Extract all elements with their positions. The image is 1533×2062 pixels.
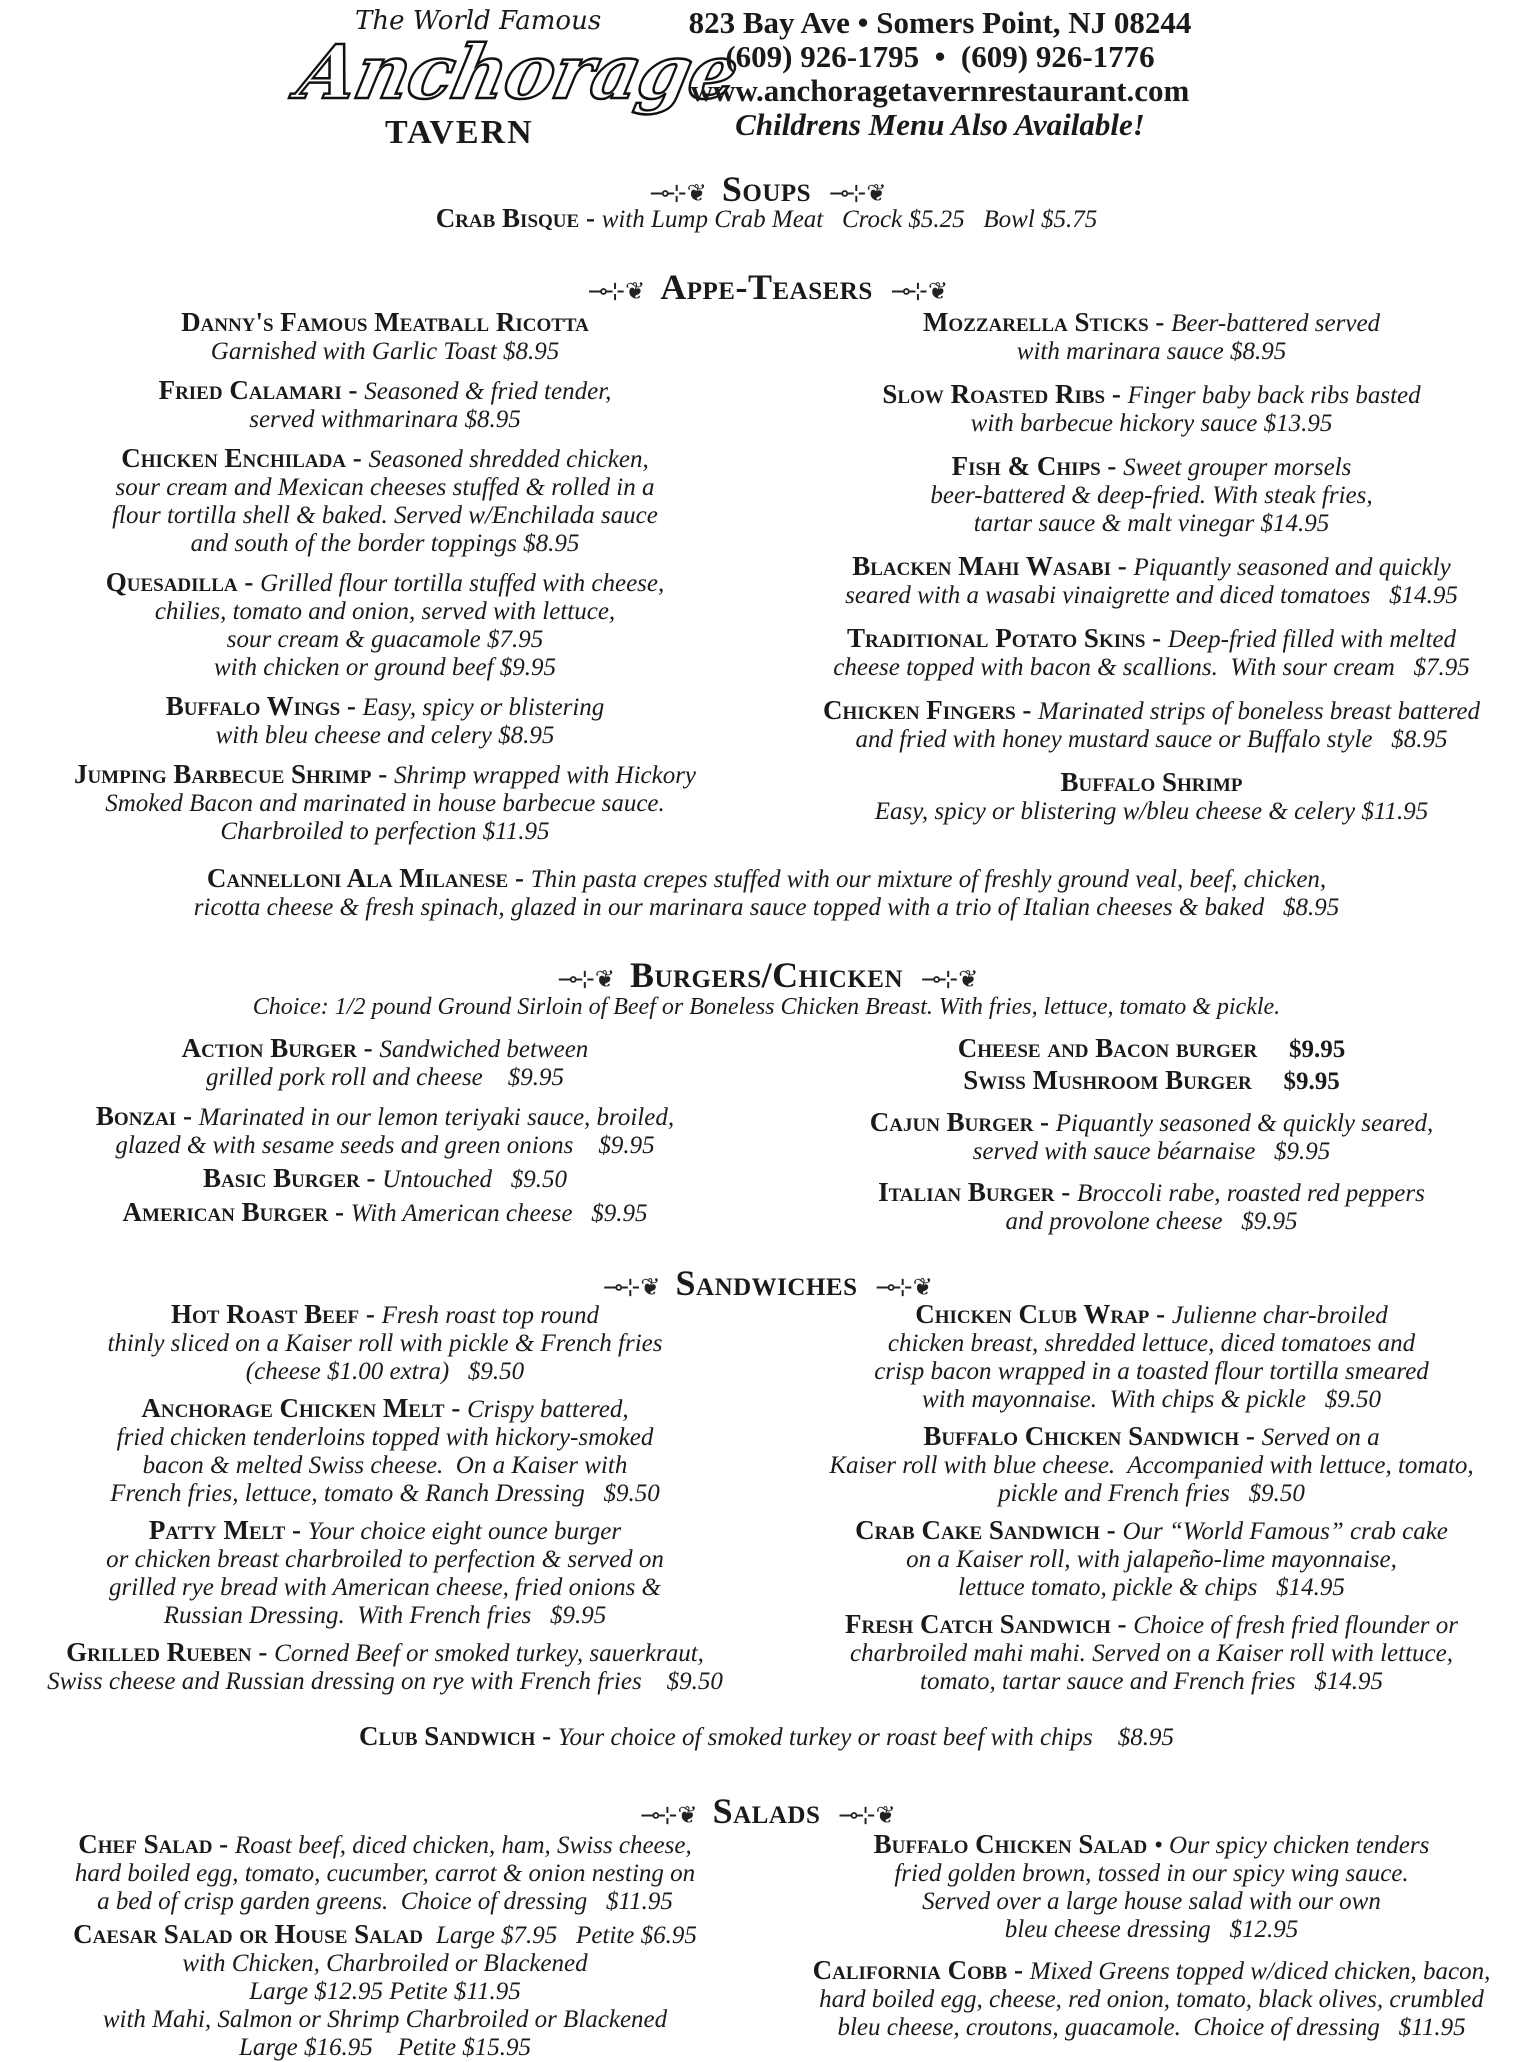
ornament-right-icon: ⊸⊹ ❦ [829,181,884,207]
sandwiches-right-column [770,1300,1533,1696]
menu-item: Chef Salad - Roast beef, diced chicken, ham, Swiss cheese, hard boiled egg, tomato, cucumber, carrot & onion nesting on a bed of crisp garden greens. Choice of dressing $11.95 [74,1829,696,1915]
menu-item: Buffalo Shrimp Easy, spicy or blistering w/bleu cheese & celery $11.95 [874,767,1429,825]
appetizers-heading [0,266,1533,308]
menu-item: Chicken Enchilada - Seasoned shredded chicken, sour cream and Mexican cheeses stuffed & rolled in a flour tortilla shell & baked. Served w/Enchilada sauce and south of the border toppings $8.95 [112,443,658,557]
menu-item: Crab Cake Sandwich - Our “World Famous” crab cake on a Kaiser roll, with jalapeño-lime mayonnaise, lettuce tomato, pickle & chips $14.95 [855,1515,1448,1601]
sandwiches-left-column [0,1300,770,1696]
salads-title: Salads [712,1791,821,1831]
salads-heading [0,1790,1533,1832]
menu-item: Action Burger - Sandwiched between grilled pork roll and cheese $9.95 [181,1033,589,1091]
menu-item: Chicken Club Wrap - Julienne char-broiled chicken breast, shredded lettuce, diced tomatoes and crisp bacon wrapped in a toasted flour tortilla smeared with mayonnaise. With chips & pickle $9.50 [874,1299,1429,1413]
menu-item: Patty Melt - Your choice eight ounce burger or chicken breast charbroiled to perfection & served on grilled rye bread with American cheese, fried onions & Russian Dressing. With French fries $9.95 [106,1515,664,1629]
ornament-left-icon: ⊸⊹ ❦ [603,1275,658,1301]
menu-item: Chicken Fingers - Marinated strips of boneless breast battered and fried with honey mustard sauce or Buffalo style $8.95 [822,695,1481,753]
menu-item: Jumping Barbecue Shrimp - Shrimp wrapped with Hickory Smoked Bacon and marinated in house barbecue sauce. Charbroiled to perfection $11.95 [73,759,697,845]
menu-item: Mozzarella Sticks - Beer-battered served with marinara sauce $8.95 [922,307,1381,365]
menu-item: Anchorage Chicken Melt - Crispy battered, fried chicken tenderloins topped with hickory-smoked bacon & melted Swiss cheese. On a Kaiser with French fries, lettuce, tomato & Ranch Dressing $9.50 [110,1393,660,1507]
ornament-left-icon: ⊸⊹ ❦ [649,181,704,207]
soups-title: Soups [721,169,812,209]
sandwiches-heading [0,1262,1533,1304]
menu-item: American Burger - With American cheese $9.95 [122,1197,648,1227]
sandwiches-title: Sandwiches [675,1263,858,1303]
salads-right-column [770,1830,1533,2042]
menu-item: Traditional Potato Skins - Deep-fried filled with melted cheese topped with bacon & scallions. With sour cream $7.95 [833,623,1470,681]
appetizers-right-column [770,308,1533,826]
salads-left-column [0,1830,770,2062]
burgers-right-column [770,1034,1533,1236]
menu-item: Fish & Chips - Sweet grouper morsels beer-battered & deep-fried. With steak fries, tartar sauce & malt vinegar $14.95 [930,451,1373,537]
header-info [660,6,1220,142]
menu-item: Caesar Salad or House Salad Large $7.95 Petite $6.95 with Chicken, Charbroiled or Blackened Large $12.95 Petite $11.95 with Mahi, Salmon or Shrimp Charbroiled or Blackened Large $16.95 Petite $15.95 [73,1919,697,2061]
address: 823 Bay Ave • Somers Point, NJ 08244 [688,5,1192,40]
logo-name: Anchorage [290,30,746,116]
phone-numbers: (609) 926-1795 • (609) 926-1776 [725,39,1155,74]
menu-item: Buffalo Wings - Easy, spicy or blistering with bleu cheese and celery $8.95 [165,691,605,749]
burgers-heading [0,954,1533,996]
soup-name: Crab Bisque - [435,203,602,233]
logo [290,2,746,162]
menu-item: Basic Burger - Untouched $9.50 [203,1163,567,1193]
burgers-left-column [0,1034,770,1228]
menu-item: Fried Calamari - Seasoned & fried tender, served withmarinara $8.95 [158,375,612,433]
menu-item: Slow Roasted Ribs - Finger baby back ribs basted with barbecue hickory sauce $13.95 [882,379,1421,437]
logo-subtitle: TAVERN [385,114,534,151]
menu-item-full-width: Club Sandwich - Your choice of smoked turkey or roast beef with chips $8.95 [358,1721,1175,1751]
appetizers-title: Appe-Teasers [660,267,873,307]
soup-desc: with Lump Crab Meat Crock $5.25 Bowl $5.75 [601,206,1098,233]
menu-item: California Cobb - Mixed Greens topped w/diced chicken, bacon, hard boiled egg, cheese, red onion, tomato, black olives, crumbled bleu cheese, croutons, guacamole. Choice of dressing $11.95 [812,1955,1491,2041]
ornament-left-icon: ⊸⊹ ❦ [587,279,643,305]
burgers-title: Burgers/Chicken [629,955,904,995]
ornament-left-icon: ⊸⊹ ❦ [557,967,612,993]
menu-item: Hot Roast Beef - Fresh roast top round thinly sliced on a Kaiser roll with pickle & French fries (cheese $1.00 extra) $9.50 [107,1299,663,1385]
ornament-right-icon: ⊸⊹ ❦ [838,1803,893,1829]
childrens-menu-note: Childrens Menu Also Available! [735,107,1145,142]
menu-item-full-width: Cannelloni Ala Milanese - Thin pasta crepes stuffed with our mixture of freshly ground veal, beef, chicken, ricotta cheese & fresh spinach, glazed in our marinara sauce topped with a trio of Italian cheeses & baked $8.95 [193,863,1340,921]
ornament-right-icon: ⊸⊹ ❦ [921,967,976,993]
menu-item: Fresh Catch Sandwich - Choice of fresh fried flounder or charbroiled mahi mahi. Served on a Kaiser roll with lettuce, tomato, tartar sauce and French fries $14.95 [844,1609,1459,1695]
logo-tagline: The World Famous [355,6,602,36]
menu-item: Buffalo Chicken Sandwich - Served on a Kaiser roll with blue cheese. Accompanied with lettuce, tomato, pickle and French fries $9.50 [829,1421,1474,1507]
ornament-left-icon: ⊸⊹ ❦ [640,1803,695,1829]
menu-item: Buffalo Chicken Salad • Our spicy chicken tenders fried golden brown, tossed in our spicy wing sauce. Served over a large house salad with our own bleu cheese dressing $12.95 [873,1829,1430,1943]
menu-item: Swiss Mushroom Burger $9.95 [963,1065,1340,1095]
menu-item: Bonzai - Marinated in our lemon teriyaki sauce, broiled, glazed & with sesame seeds and green onions $9.95 [95,1101,675,1159]
menu-item: Danny's Famous Meatball Ricotta Garnished with Garlic Toast $8.95 [181,307,589,365]
ornament-right-icon: ⊸⊹ ❦ [890,279,946,305]
website-link[interactable]: www.anchoragetavernrestaurant.com [690,73,1190,108]
appetizers-left-column [0,308,770,846]
menu-item: Quesadilla - Grilled flour tortilla stuffed with cheese, chilies, tomato and onion, served with lettuce, sour cream & guacamole $7.95 with chicken or ground beef $9.95 [105,567,665,681]
menu-item: Italian Burger - Broccoli rabe, roasted red peppers and provolone cheese $9.95 [878,1177,1425,1235]
menu-item: Cajun Burger - Piquantly seasoned & quickly seared, served with sauce béarnaise $9.95 [869,1107,1434,1165]
soup-item [0,204,1533,234]
burgers-subtitle: Choice: 1/2 pound Ground Sirloin of Beef or Boneless Chicken Breast. With fries, lettuce, tomato & pickle. [252,994,1281,1020]
menu-item: Cheese and Bacon burger $9.95 [957,1033,1346,1063]
menu-item: Grilled Rueben - Corned Beef or smoked turkey, sauerkraut, Swiss cheese and Russian dressing on rye with French fries $9.50 [47,1637,723,1695]
menu-item: Blacken Mahi Wasabi - Piquantly seasoned and quickly seared with a wasabi vinaigrette and diced tomatoes $14.95 [845,551,1458,609]
ornament-right-icon: ⊸⊹ ❦ [875,1275,930,1301]
